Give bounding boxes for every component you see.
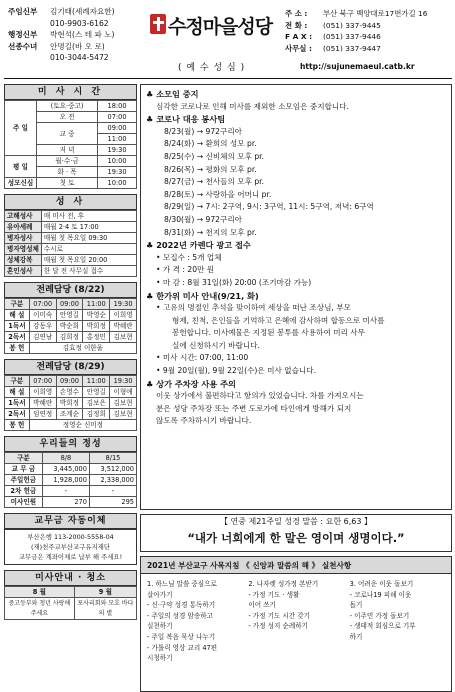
table-cell: 구분	[5, 299, 30, 310]
announcement-line: 형제, 친척, 은인들을 기억하고 은혜에 감사하며 합동으로 미사를	[172, 315, 385, 325]
table-cell: 매월 2·4 토 17:00	[41, 222, 136, 233]
table-row	[5, 343, 137, 354]
table-cell: 혼인성사	[5, 266, 42, 277]
pastor-name: 김기태(세례자요한)	[50, 7, 115, 16]
table-cell: 07:00	[98, 112, 137, 123]
table-row	[5, 398, 137, 409]
bulletin-header	[0, 0, 455, 82]
table-cell: 10:00	[98, 178, 137, 189]
table-header-row	[5, 453, 137, 464]
table-cell: 저 녁	[37, 145, 98, 156]
table-cell: 성체강복	[5, 255, 42, 266]
bank-account: 부산은행 113-2000-5558-04	[27, 533, 114, 541]
table-cell: 교 중	[37, 123, 98, 145]
table-cell: 고해성사	[5, 211, 42, 222]
table-row	[5, 233, 137, 244]
guideline-item: 하기	[349, 632, 363, 641]
weekday-label: 평 일	[5, 156, 37, 178]
guideline-column	[144, 579, 245, 664]
announcement-line: 8/31(화) → 천지의 모후 pr.	[164, 227, 257, 237]
table-row	[5, 387, 137, 398]
pastor-phone: 010-9903-6162	[50, 18, 109, 28]
guidelines-title: 2021년 부산교구 사목지침 《 신앙과 말씀의 해 》 실천사항	[141, 557, 451, 574]
table-cell: 19:30	[98, 145, 137, 156]
guideline-item: - 주일의 성경 암송하고	[147, 611, 213, 620]
church-logo	[144, 8, 279, 44]
nun-phone: 010-3044-5472	[50, 53, 109, 63]
assistant-label: 행정신부	[8, 30, 38, 40]
fax-label: F A X :	[285, 32, 313, 42]
table-cell: 1,928,000	[42, 475, 89, 486]
guideline-item: - 코로나19 피해 이웃	[349, 590, 412, 599]
pastoral-guidelines-box	[140, 556, 452, 692]
table-row	[5, 156, 137, 167]
table-cell: 주일헌금	[5, 475, 43, 486]
table-cell: 첫 토	[37, 178, 98, 189]
table-cell: 1독서	[5, 321, 30, 332]
table-cell: 교 무 금	[5, 464, 43, 475]
table-cell: 07:00	[29, 299, 56, 310]
table-header-row	[5, 299, 137, 310]
guideline-item: - 주일 복음 묵상 나누기	[147, 632, 216, 641]
table-cell: 3,512,000	[89, 464, 136, 475]
office-label: 사무실 :	[285, 43, 312, 53]
parish-patron: ( 예 수 성 심 )	[178, 63, 246, 73]
table-cell: 1독서	[5, 398, 30, 409]
table-cell: 295	[89, 497, 136, 508]
table-cell: 홍정민	[83, 332, 110, 343]
announcement-heading: ♣ 코로나 대응 봉사팀	[146, 114, 226, 125]
table-row	[5, 255, 137, 266]
table-header-row	[5, 376, 137, 387]
table-cell: 김보현	[110, 409, 137, 420]
sacraments-title: 성 사	[4, 194, 137, 210]
sacraments-table	[4, 210, 137, 277]
table-row	[5, 409, 137, 420]
table-cell: 박희정	[56, 398, 83, 409]
table-cell: 조계순	[56, 409, 83, 420]
offering-title: 우리들의 정성	[4, 436, 137, 452]
church-contact	[285, 8, 453, 54]
announcement-line: 8/24(화) → 환희의 성모 pr.	[164, 139, 257, 149]
announcement-line: 심각한 코로나로 인해 미사를 제외한 소모임은 중지합니다.	[156, 101, 349, 111]
announcement-heading: ♣ 소모임 중지	[146, 89, 199, 99]
table-cell: 김효정 이한울	[29, 343, 136, 354]
announcement-line: 실에 신청하시기 바랍니다.	[172, 340, 260, 350]
announcement-line: 이웃 상가에서 불편하다고 항의가 있었습니다. 차를 가져오시는	[156, 391, 364, 401]
table-cell: 매월 첫 목요일 20:00	[41, 255, 136, 266]
table-cell: 김희정	[56, 332, 83, 343]
table-cell: 2차 헌금	[5, 486, 43, 497]
nun-name: 안명길(바 오 로)	[50, 41, 105, 51]
guideline-item: - 생태적 회심으로 기부	[349, 622, 416, 631]
table-cell: 손영수	[56, 387, 83, 398]
table-cell: 19:30	[110, 299, 137, 310]
announcement-line: 8/23(월) → 972구리아	[164, 126, 243, 136]
table-cell: 구분	[5, 376, 30, 387]
phone-label: 전 화 :	[285, 20, 308, 30]
table-cell: 8 월	[5, 587, 75, 598]
website-link[interactable]: http://sujunemaeul.catb.kr	[300, 62, 415, 71]
guideline-item: 시청하기	[147, 654, 173, 663]
table-cell: 19:30	[110, 376, 137, 387]
table-cell: 해 설	[5, 387, 30, 398]
church-name: 수정마을성당	[168, 16, 273, 38]
table-cell: 화 · 목	[37, 167, 98, 178]
pastor-label: 주임신부	[8, 7, 38, 16]
guideline-item: - 가정 기도 · 생활	[248, 590, 300, 599]
announcement-line: 봉헌합니다. 미사예물은 지정된 봉투를 사용하여 미리 사무	[172, 328, 365, 338]
table-cell: 매월 첫 목요일 09:30	[41, 233, 136, 244]
announcement-line: 8/26(목) → 평화의 모후 pr.	[164, 164, 257, 174]
table-cell: 270	[42, 497, 89, 508]
address-value: 부산 북구 백양대로17번가길 16	[323, 9, 428, 18]
table-row	[5, 332, 137, 343]
table-cell: 이형애	[110, 387, 137, 398]
nun-label: 선종수녀	[8, 41, 38, 51]
table-cell: 이희영	[29, 387, 56, 398]
right-column	[140, 84, 452, 692]
table-cell: 정영순 신미정	[29, 420, 136, 431]
guideline-column	[347, 579, 448, 664]
guidelines-columns	[141, 574, 451, 669]
assistant-name: 박현석(스 테 파 노)	[50, 30, 115, 40]
table-cell: 11:00	[83, 299, 110, 310]
verse-text: “내가 너희에게 한 말은 영이며 생명이다.”	[187, 531, 405, 545]
announcement-line: 8/28(토) → 사랑하을 어머니 pr.	[164, 189, 272, 199]
table-cell: 한 달 전 사무실 접수	[41, 266, 136, 277]
table-cell: 18:00	[98, 101, 137, 112]
table-cell: 박혜란	[29, 398, 56, 409]
table-cell: 2독서	[5, 332, 30, 343]
table-cell: 9 월	[74, 587, 136, 598]
office-value: (051) 337-9447	[323, 43, 381, 53]
table-cell: 김보은	[83, 398, 110, 409]
transfer-note: 교무금은 계좌이체로 납부 해 주세요!	[18, 553, 123, 561]
table-cell: 김정희	[83, 409, 110, 420]
announcement-line: 분은 성당 주차장 또는 주변 도로가에 타인에게 방해가 되지	[156, 403, 352, 413]
fax-value: (051) 337-9446	[323, 32, 381, 42]
table-row	[5, 420, 137, 431]
table-row	[5, 211, 137, 222]
table-cell: 봉 헌	[5, 343, 30, 354]
table-cell: 미사인원	[5, 497, 43, 508]
guideline-item: 2. 나자렛 성가정 본받기	[248, 580, 319, 588]
table-cell: 박영순	[83, 310, 110, 321]
table-cell: 안영길	[83, 387, 110, 398]
announcement-line: • 마 감 : 8월 31일(화) 20:00 (조기마감 가능)	[156, 277, 312, 287]
table-cell: 10:00	[98, 156, 137, 167]
cross-icon	[148, 12, 168, 36]
table-cell: 2,338,000	[89, 475, 136, 486]
table-header-row	[5, 587, 137, 598]
offering-table	[4, 452, 137, 508]
guideline-item: 이어 쓰기	[248, 601, 276, 610]
announcement-line: • 가 격 : 20만 원	[156, 265, 215, 275]
table-cell: 수시로	[41, 244, 136, 255]
table-row	[5, 497, 137, 508]
table-row	[5, 464, 137, 475]
guideline-item: - 가톨릭 영상 교리 47편	[147, 643, 218, 652]
table-cell: -	[42, 486, 89, 497]
table-row	[5, 266, 137, 277]
table-cell: 09:00	[56, 376, 83, 387]
altar-0822-table	[4, 298, 137, 354]
clergy-info	[8, 6, 140, 64]
table-cell: 2독서	[5, 409, 30, 420]
guideline-item: - 신·구약 성경 통독하기	[147, 601, 216, 610]
table-cell: 09:00	[56, 299, 83, 310]
table-cell: 유아세례	[5, 222, 42, 233]
announcement-line: • 모집수 : 5개 업체	[156, 252, 222, 262]
announcement-line: 8/29(일) → 7시: 2구역, 9시: 3구역, 11시: 5구역, 저녁: 6구역	[164, 202, 374, 212]
table-cell: 병자영성체	[5, 244, 42, 255]
guideline-column	[245, 579, 346, 664]
table-cell: 봉 헌	[5, 420, 30, 431]
table-cell: 8/8	[42, 453, 89, 464]
transfer-info	[4, 529, 137, 565]
table-cell: 강동우	[29, 321, 56, 332]
announcements-box	[140, 84, 452, 510]
table-cell: 07:00	[29, 376, 56, 387]
table-cell: 오 전	[37, 112, 98, 123]
altar-0829-title: 전례담당 (8/29)	[4, 359, 137, 375]
table-row	[5, 101, 137, 112]
altar-0822-title: 전례담당 (8/22)	[4, 282, 137, 298]
table-cell: 박혜란	[110, 321, 137, 332]
header-divider	[4, 78, 452, 79]
table-cell: 해 설	[5, 310, 30, 321]
guideline-item: - 가정 기도 시간 갖기	[248, 611, 311, 620]
guide-table	[4, 586, 137, 620]
table-cell: 김보현	[110, 332, 137, 343]
table-cell: 안영길	[56, 310, 83, 321]
table-cell: 임연정	[29, 409, 56, 420]
announcement-heading: ♣ 2022년 카렌다 광고 접수	[146, 240, 251, 251]
table-cell: 8/15	[89, 453, 136, 464]
table-row	[5, 475, 137, 486]
mass-schedule-title: 미 사 시 간	[4, 84, 137, 100]
table-row	[5, 310, 137, 321]
table-cell: 김연남	[29, 332, 56, 343]
phone-value: (051) 337-9445	[323, 20, 381, 30]
guide-title: 미사안내 · 청소	[4, 570, 137, 586]
table-row	[5, 244, 137, 255]
table-cell: 09:00	[98, 123, 137, 134]
guideline-item: 3. 어려운 이웃 돌보기	[349, 580, 414, 588]
address-label: 주 소 :	[285, 9, 308, 18]
announcement-line: 8/30(월) → 972구리아	[164, 214, 243, 224]
table-row	[5, 222, 137, 233]
announcement-heading: ♣ 한가위 미사 안내(9/21, 화)	[146, 290, 259, 301]
table-cell: 구분	[5, 453, 43, 464]
announcement-line: • 고유의 명절인 추석을 맞이하여 세상을 떠난 조상님, 부모	[156, 303, 351, 313]
table-row	[5, 598, 137, 620]
table-cell: (토요·중고)	[37, 101, 98, 112]
announcement-line: 않도록 주차하시기 바랍니다.	[156, 416, 252, 426]
verse-reference: 【 연중 제21주일 성경 말씀 : 요한 6,63 】	[219, 517, 373, 526]
table-cell: 19:30	[98, 167, 137, 178]
table-row	[5, 178, 137, 189]
devotion-label: 성모신심	[5, 178, 37, 189]
table-cell: -	[89, 486, 136, 497]
announcement-line: • 9월 20일(월), 9월 22일(수)은 미사 없습니다.	[156, 366, 316, 376]
guideline-item: 실천하기	[147, 622, 173, 631]
table-cell: 중고등부와 청년 사랑해주세요	[5, 598, 75, 620]
guideline-item: 1. 하느님 말씀 중심으로	[147, 580, 217, 588]
guideline-item: - 이주민 가정 돌보기	[349, 611, 410, 620]
table-cell: 박희정	[83, 321, 110, 332]
announcement-line: 8/27(금) → 천사들의 모후 pr.	[164, 177, 265, 187]
transfer-title: 교무금 자동이체	[4, 513, 137, 529]
guideline-item: 돕기	[349, 601, 363, 610]
table-row	[5, 486, 137, 497]
guideline-item: - 가정 성지 순례하기	[248, 622, 308, 631]
altar-0829-table	[4, 375, 137, 431]
table-cell: 포사리회와 모호 바다의 별	[74, 598, 136, 620]
table-cell: 월·수·금	[37, 156, 98, 167]
table-cell: 매 미사 전, 후	[41, 211, 136, 222]
table-row	[5, 321, 137, 332]
account-holder: (재)천주교부산교구유지재단	[30, 543, 111, 551]
gospel-verse-box	[140, 514, 452, 552]
announcement-line: 8/25(수) → 신비체의 모후 pr.	[164, 151, 265, 161]
announcement-line: • 미사 시간: 07:00, 11:00	[156, 353, 249, 363]
table-cell: 이희영	[110, 310, 137, 321]
guideline-item: 살아가기	[147, 590, 173, 599]
table-cell: 11:00	[98, 134, 137, 145]
table-cell: 김보현	[110, 398, 137, 409]
table-cell: 이미숙	[29, 310, 56, 321]
announcement-heading: ♣ 상가 주차장 사용 주의	[146, 378, 236, 389]
table-cell: 11:00	[83, 376, 110, 387]
left-column	[4, 84, 137, 620]
table-cell: 3,445,000	[42, 464, 89, 475]
table-cell: 병자성사	[5, 233, 42, 244]
sunday-label: 주 일	[5, 101, 37, 156]
table-cell: 박순희	[56, 321, 83, 332]
mass-schedule-table	[4, 100, 137, 189]
